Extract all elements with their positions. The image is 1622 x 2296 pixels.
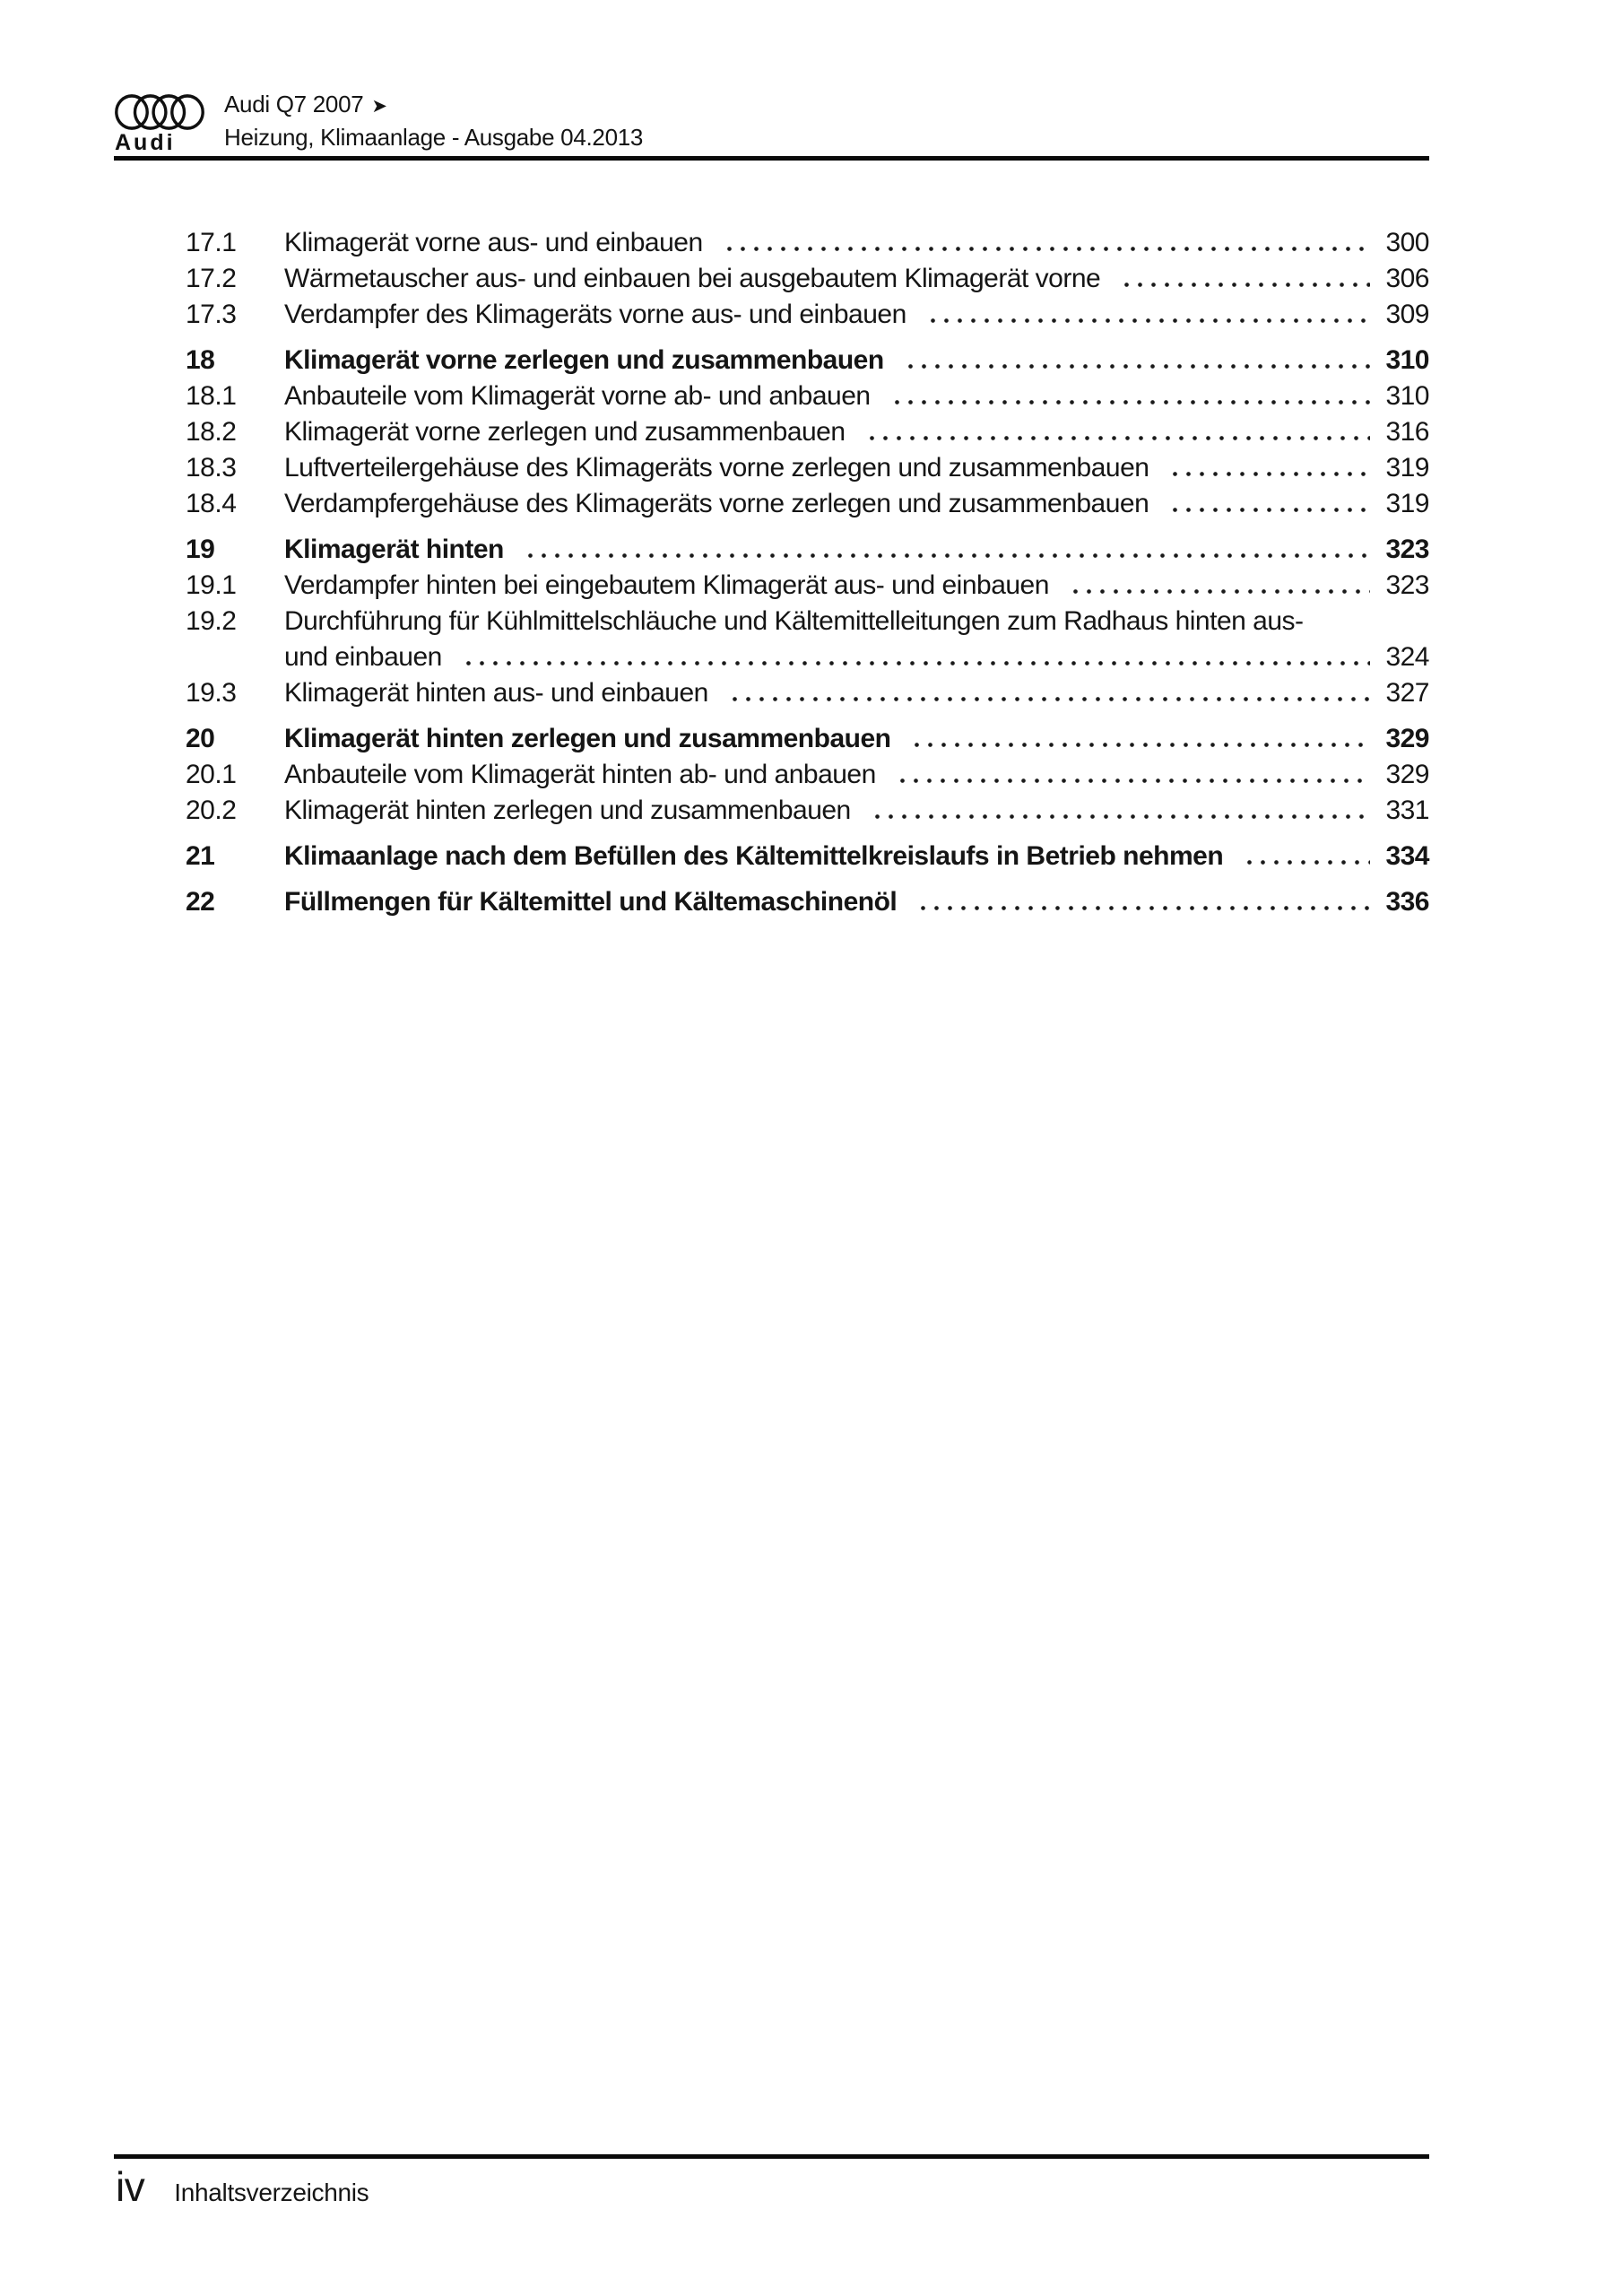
- toc-entry[interactable]: [186, 532, 1429, 568]
- dot-leader: [871, 813, 1370, 819]
- toc-entry-title: Anbauteile vom Klimagerät vorne ab- und anbauen: [284, 381, 871, 411]
- toc-entry[interactable]: [186, 675, 1429, 711]
- toc-entry-line: [284, 297, 1429, 333]
- toc-entry-number: 17.3: [186, 300, 237, 329]
- toc-entry-page: 310: [1385, 381, 1429, 411]
- toc-entry-line: [284, 568, 1429, 604]
- toc-entry-line: [284, 450, 1429, 486]
- toc-entry-page: 323: [1385, 570, 1429, 600]
- toc-entry[interactable]: [186, 297, 1429, 333]
- toc-entry-title: Klimagerät hinten zerlegen und zusammenbauen: [284, 796, 851, 825]
- toc-entry-line: [284, 225, 1429, 261]
- toc-entry-page: 329: [1385, 724, 1429, 753]
- dot-leader: [1120, 281, 1370, 287]
- toc-entry-body: [284, 378, 1429, 414]
- toc-entry-line: [284, 884, 1429, 920]
- toc-entry-body: [284, 721, 1429, 757]
- toc-entry[interactable]: [186, 414, 1429, 450]
- toc-entry-line: [284, 343, 1429, 378]
- toc-entry-page: 324: [1385, 642, 1429, 672]
- toc-entry-number: 19.3: [186, 678, 237, 708]
- toc-entry-number: 18.4: [186, 489, 237, 518]
- footer-section-label: Inhaltsverzeichnis: [174, 2179, 369, 2206]
- audi-wordmark: Audi: [115, 130, 176, 155]
- toc-entry-number: 18.1: [186, 381, 237, 411]
- dot-leader: [904, 362, 1370, 369]
- dot-leader: [524, 552, 1370, 558]
- toc-entry-body: [284, 675, 1429, 711]
- toc-entry-number: 18.2: [186, 417, 237, 447]
- toc-entry-body: [284, 839, 1429, 874]
- toc-entry-body: [284, 414, 1429, 450]
- footer-rule: [114, 2154, 1429, 2159]
- toc-entry-page: 310: [1385, 345, 1429, 375]
- toc-entry-page: 316: [1385, 417, 1429, 447]
- toc-entry-page: 300: [1385, 228, 1429, 257]
- toc-entry-page: 323: [1385, 535, 1429, 564]
- dot-leader: [1168, 470, 1370, 476]
- dot-leader: [1069, 587, 1370, 594]
- toc-entry[interactable]: [186, 721, 1429, 757]
- toc-entry[interactable]: [186, 604, 1429, 675]
- toc-entry-line: [284, 414, 1429, 450]
- toc-entry-title: Klimagerät vorne zerlegen und zusammenbauen: [284, 345, 884, 375]
- arrow-right-icon: ➤: [371, 96, 388, 117]
- header-model-text: Audi Q7 2007: [224, 91, 364, 117]
- toc-entry-line: [284, 378, 1429, 414]
- toc-entry-body: [284, 568, 1429, 604]
- toc-entry-body: [284, 486, 1429, 522]
- toc-entry-page: 319: [1385, 453, 1429, 483]
- toc-entry-title: Klimagerät vorne aus- und einbauen: [284, 228, 703, 257]
- toc-entry-page: 319: [1385, 489, 1429, 518]
- header-subtitle: Heizung, Klimaanlage - Ausgabe 04.2013: [224, 124, 644, 151]
- toc-entry[interactable]: [186, 225, 1429, 261]
- toc-entry-body: [284, 604, 1429, 675]
- toc-entry[interactable]: [186, 450, 1429, 486]
- toc-entry-title: Wärmetauscher aus- und einbauen bei ausgebautem Klimagerät vorne: [284, 264, 1101, 293]
- toc-entry[interactable]: [186, 261, 1429, 297]
- toc-entry-title: und einbauen: [284, 642, 442, 672]
- toc-entry-page: 329: [1385, 760, 1429, 789]
- toc-entry[interactable]: [186, 757, 1429, 793]
- toc-entry[interactable]: [186, 568, 1429, 604]
- toc-entry-number: 19.1: [186, 570, 237, 600]
- dot-leader: [723, 245, 1370, 251]
- toc-entry[interactable]: [186, 486, 1429, 522]
- toc-entry[interactable]: [186, 839, 1429, 874]
- toc-entry-line: [284, 793, 1429, 829]
- dot-leader: [926, 317, 1370, 323]
- toc-entry-number: 19.2: [186, 606, 237, 636]
- toc-entry-line: [284, 721, 1429, 757]
- toc-entry-body: [284, 793, 1429, 829]
- toc-entry-title: Klimagerät vorne zerlegen und zusammenbauen: [284, 417, 846, 447]
- toc-entry-body: [284, 757, 1429, 793]
- dot-leader: [890, 398, 1370, 404]
- dot-leader: [896, 777, 1370, 783]
- toc-entry-number: 19: [186, 535, 215, 564]
- dot-leader: [462, 659, 1370, 665]
- toc-entry-title: Anbauteile vom Klimagerät hinten ab- und anbauen: [284, 760, 876, 789]
- dot-leader: [916, 904, 1370, 910]
- dot-leader: [728, 695, 1370, 701]
- dot-leader: [1243, 858, 1370, 865]
- toc-entry-title: Füllmengen für Kältemittel und Kältemaschinenöl: [284, 887, 898, 917]
- toc-entry-page: 306: [1385, 264, 1429, 293]
- toc-entry-line: [284, 604, 1429, 639]
- toc-entry-number: 22: [186, 887, 215, 917]
- toc-entry-line: [284, 839, 1429, 874]
- toc-entry-number: 17.1: [186, 228, 237, 257]
- toc-entry-body: [284, 450, 1429, 486]
- toc-entry-page: 336: [1385, 887, 1429, 917]
- toc-entry[interactable]: [186, 343, 1429, 378]
- table-of-contents: [186, 225, 1429, 920]
- toc-entry-line: [284, 675, 1429, 711]
- toc-entry-title: Verdampfergehäuse des Klimageräts vorne zerlegen und zusammenbauen: [284, 489, 1149, 518]
- toc-entry-line: [284, 261, 1429, 297]
- toc-entry[interactable]: [186, 378, 1429, 414]
- toc-entry-body: [284, 343, 1429, 378]
- toc-entry-number: 18.3: [186, 453, 237, 483]
- header-text: [224, 89, 643, 152]
- audi-rings-icon: [115, 93, 204, 131]
- toc-entry-title: Klimagerät hinten aus- und einbauen: [284, 678, 708, 708]
- toc-entry-page: 309: [1385, 300, 1429, 329]
- toc-entry-title: Klimagerät hinten: [284, 535, 504, 564]
- toc-entry-body: [284, 532, 1429, 568]
- toc-entry-line: [284, 486, 1429, 522]
- toc-entry-page: 334: [1385, 841, 1429, 871]
- toc-entry-page: 327: [1385, 678, 1429, 708]
- toc-entry-body: [284, 225, 1429, 261]
- toc-entry[interactable]: [186, 884, 1429, 920]
- toc-entry-number: 20.1: [186, 760, 237, 789]
- toc-entry-number: 18: [186, 345, 215, 375]
- dot-leader: [865, 434, 1370, 440]
- toc-entry[interactable]: [186, 793, 1429, 829]
- toc-entry-number: 21: [186, 841, 215, 871]
- toc-entry-title: Verdampfer des Klimageräts vorne aus- und einbauen: [284, 300, 906, 329]
- toc-entry-body: [284, 884, 1429, 920]
- audi-logo: [115, 93, 208, 154]
- dot-leader: [1168, 506, 1370, 512]
- toc-entry-title: Durchführung für Kühlmittelschläuche und Kältemittelleitungen zum Radhaus hinten aus-: [284, 606, 1304, 636]
- toc-entry-line: [284, 532, 1429, 568]
- toc-entry-number: 20: [186, 724, 215, 753]
- toc-entry-title: Verdampfer hinten bei eingebautem Klimagerät aus- und einbauen: [284, 570, 1049, 600]
- header-model-line: [224, 89, 643, 122]
- toc-entry-line: [284, 757, 1429, 793]
- footer-page-number: iv: [116, 2163, 145, 2210]
- footer-meta: [116, 2163, 369, 2210]
- toc-entry-body: [284, 261, 1429, 297]
- toc-entry-number: 17.2: [186, 264, 237, 293]
- dot-leader: [910, 741, 1370, 747]
- toc-entry-body: [284, 297, 1429, 333]
- toc-entry-line: [284, 639, 1429, 675]
- toc-entry-title: Klimagerät hinten zerlegen und zusammenbauen: [284, 724, 891, 753]
- toc-entry-title: Luftverteilergehäuse des Klimageräts vorne zerlegen und zusammenbauen: [284, 453, 1149, 483]
- toc-entry-page: 331: [1385, 796, 1429, 825]
- toc-entry-number: 20.2: [186, 796, 237, 825]
- toc-entry-title: Klimaanlage nach dem Befüllen des Kältemittelkreislaufs in Betrieb nehmen: [284, 841, 1224, 871]
- header-rule: [114, 156, 1429, 161]
